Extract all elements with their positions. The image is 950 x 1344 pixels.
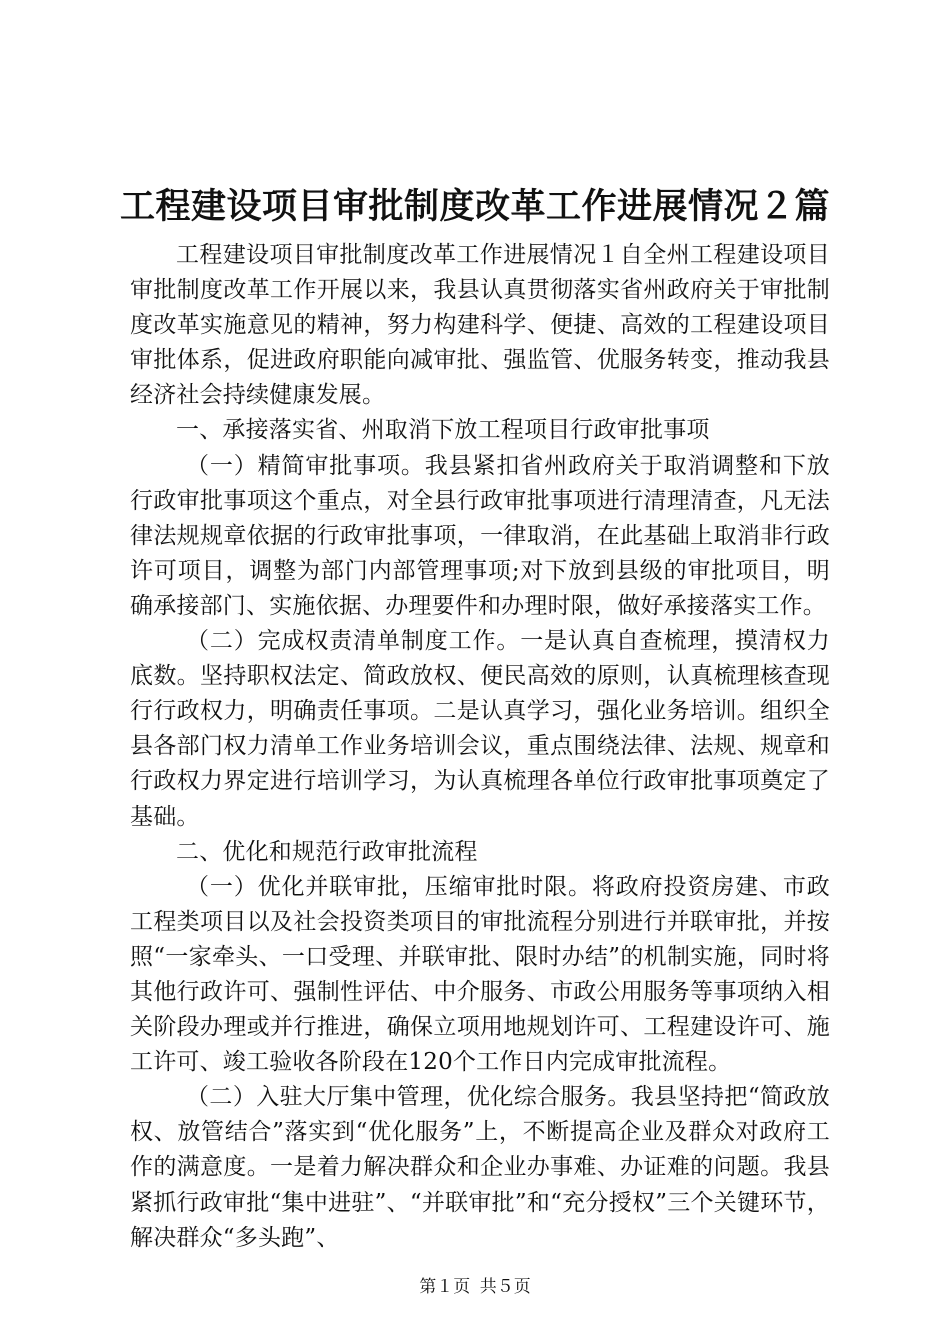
paragraph-1-1: （一）精简审批事项。我县紧扣省州政府关于取消调整和下放行政审批事项这个重点，对全县行政审批事项进行清理清查，凡无法律法规规章依据的行政审批事项，一律取消，在此基础上取消非行政许可项目，调整为部门内部管理事项;对下放到县级的审批项目，明确承接部门、实施依据、办理要件和办理时限，做好承接落实工作。 <box>130 452 830 619</box>
section-heading-2: 二、优化和规范行政审批流程 <box>176 838 478 865</box>
page-footer <box>0 1275 950 1299</box>
section-heading-1: 一、承接落实省、州取消下放工程项目行政审批事项 <box>176 417 710 444</box>
paragraph-2-1: （一）优化并联审批，压缩审批时限。将政府投资房建、市政工程类项目以及社会投资类项目的审批流程分别进行并联审批，并按照“一家牵头、一口受理、并联审批、限时办结”的机制实施，同时将其他行政许可、强制性评估、中介服务、市政公用服务等事项纳入相关阶段办理或并行推进，确保立项用地规划许可、工程建设许可、施工许可、竣工验收各阶段在120个工作日内完成审批流程。 <box>130 873 830 1076</box>
document-title: 工程建设项目审批制度改革工作进展情况２篇 <box>119 186 830 227</box>
page-number: 第１页 <box>419 1277 471 1297</box>
paragraph-1-2: （二）完成权责清单制度工作。一是认真自查梳理，摸清权力底数。坚持职权法定、简政放权、便民高效的原则，认真梳理核查现行行政权力，明确责任事项。二是认真学习，强化业务培训。组织全县各部门权力清单工作业务培训会议，重点围绕法律、法规、规章和行政权力界定进行培训学习，为认真梳理各单位行政审批事项奠定了基础。 <box>130 628 830 830</box>
paragraph-2-2: （二）入驻大厅集中管理，优化综合服务。我县坚持把“简政放权、放管结合”落实到“优化服务”上，不断提高企业及群众对政府工作的满意度。一是着力解决群众和企业办事难、办证难的问题。我县紧抓行政审批“集中进驻”、“并联审批”和“充分授权”三个关键环节，解决群众“多头跑”、 <box>130 1084 830 1251</box>
document-body <box>130 238 830 1256</box>
page-total: 共５页 <box>479 1277 531 1297</box>
paragraph-intro: 工程建设项目审批制度改革工作进展情况１自全州工程建设项目审批制度改革工作开展以来，我县认真贯彻落实省州政府关于审批制度改革实施意见的精神，努力构建科学、便捷、高效的工程建设项目审批体系，促进政府职能向减审批、强监管、优服务转变，推动我县经济社会持续健康发展。 <box>130 242 830 409</box>
